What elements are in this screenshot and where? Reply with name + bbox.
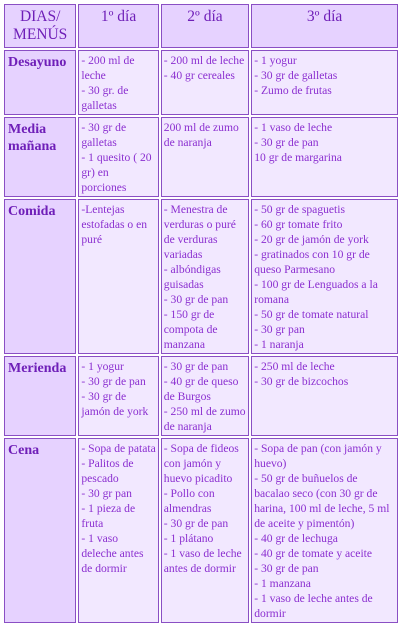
menu-item: - 30 gr de pan bbox=[254, 562, 319, 575]
row-label-desayuno: Desayuno bbox=[4, 50, 76, 115]
table-row bbox=[4, 50, 398, 115]
row-label-merienda: Merienda bbox=[4, 356, 76, 436]
menu-item: - 30 gr pan bbox=[81, 487, 132, 500]
menu-item: - 30 gr de pan bbox=[163, 517, 229, 530]
table-row bbox=[4, 199, 398, 354]
menu-item: - 30 gr de pan bbox=[163, 360, 229, 373]
header-day-3: 3º día bbox=[251, 4, 398, 48]
menu-item: - 30 gr de galletas bbox=[254, 69, 338, 82]
menu-item: - 50 gr de tomate natural bbox=[254, 308, 369, 321]
header-day-1: 1º día bbox=[78, 4, 158, 48]
menu-item: - 30 gr de pan bbox=[254, 136, 319, 149]
menu-item: - 1 vaso de leche bbox=[254, 121, 333, 134]
menu-item: - 30 gr de galletas bbox=[81, 121, 127, 149]
menu-item: - 30 gr. de galletas bbox=[81, 84, 129, 112]
menu-item: - Sopa de fideos con jamón y huevo picadito bbox=[163, 442, 239, 485]
row-label-comida: Comida bbox=[4, 199, 76, 354]
cell-comida-day-2 bbox=[161, 199, 249, 354]
menu-item: - 1 vaso de leche antes de dormir bbox=[163, 547, 242, 575]
menu-item: - 40 gr de tomate y aceite bbox=[254, 547, 373, 560]
menu-item: - 40 gr cereales bbox=[163, 69, 235, 82]
menu-item: - Sopa de pan (con jamón y huevo) bbox=[254, 442, 382, 470]
menu-item: - 100 gr de Lenguados a la romana bbox=[254, 278, 378, 306]
menu-item: - Sopa de patata bbox=[81, 442, 156, 455]
menu-item: - Palitos de pescado bbox=[81, 457, 134, 485]
menu-item: - 30 gr de pan bbox=[163, 293, 229, 306]
table-row bbox=[4, 438, 398, 623]
menu-item: - 40 gr de queso de Burgos bbox=[163, 375, 239, 403]
cell-desayuno-day-1 bbox=[78, 50, 158, 115]
menu-item: - 1 manzana bbox=[254, 577, 311, 590]
weekly-menu-table bbox=[2, 2, 400, 625]
menu-item: - 1 yogur bbox=[81, 360, 124, 373]
menu-item: - Zumo de frutas bbox=[254, 84, 332, 97]
menu-item: - Pollo con almendras bbox=[163, 487, 215, 515]
menu-item: - 200 ml de leche bbox=[163, 54, 245, 67]
cell-comida-day-3 bbox=[251, 199, 398, 354]
menu-item: - albóndigas guisadas bbox=[163, 263, 221, 291]
menu-item: - 1 vaso deleche antes de dormir bbox=[81, 532, 144, 575]
cell-merienda-day-1 bbox=[78, 356, 158, 436]
menu-item: -Lentejas estofadas o en puré bbox=[81, 203, 148, 246]
menu-item: - 1 plátano bbox=[163, 532, 214, 545]
menu-item: - 1 quesito ( 20 gr) en porciones bbox=[81, 151, 152, 194]
cell-media-manana-day-2 bbox=[161, 117, 249, 197]
menu-item: - 1 naranja bbox=[254, 338, 304, 351]
menu-item: - 150 gr de compota de manzana bbox=[163, 308, 218, 351]
cell-cena-day-2 bbox=[161, 438, 249, 623]
menu-item: - Menestra de verduras o puré de verduras variadas bbox=[163, 203, 236, 261]
cell-merienda-day-2 bbox=[161, 356, 249, 436]
cell-media-manana-day-1 bbox=[78, 117, 158, 197]
cell-comida-day-1 bbox=[78, 199, 158, 354]
cell-merienda-day-3 bbox=[251, 356, 398, 436]
menu-item: - 30 gr de pan bbox=[81, 375, 146, 388]
menu-item: - 20 gr de jamón de york bbox=[254, 233, 369, 246]
menu-item: 10 gr de margarina bbox=[254, 151, 342, 164]
header-dias-menus: DIAS/ MENÚS bbox=[4, 4, 76, 48]
menu-item: - 40 gr de lechuga bbox=[254, 532, 338, 545]
row-label-media-manana: Media mañana bbox=[4, 117, 76, 197]
table-row bbox=[4, 117, 398, 197]
cell-desayuno-day-2 bbox=[161, 50, 249, 115]
header-day-2: 2º día bbox=[161, 4, 249, 48]
menu-item: - 250 ml de leche bbox=[254, 360, 335, 373]
cell-desayuno-day-3 bbox=[251, 50, 398, 115]
menu-item: - 1 yogur bbox=[254, 54, 297, 67]
cell-cena-day-3 bbox=[251, 438, 398, 623]
menu-item: - 60 gr tomate frito bbox=[254, 218, 343, 231]
menu-item: - 30 gr pan bbox=[254, 323, 305, 336]
row-label-cena: Cena bbox=[4, 438, 76, 623]
menu-item: - 1 vaso de leche antes de dormir bbox=[254, 592, 373, 620]
header-row bbox=[4, 4, 398, 48]
menu-item: - 1 pieza de fruta bbox=[81, 502, 136, 530]
menu-item: 200 ml de zumo de naranja bbox=[163, 121, 239, 149]
menu-item: - 30 gr de bizcochos bbox=[254, 375, 349, 388]
cell-media-manana-day-3 bbox=[251, 117, 398, 197]
menu-item: - 50 gr de spaguetis bbox=[254, 203, 346, 216]
cell-cena-day-1 bbox=[78, 438, 158, 623]
menu-item: - 50 gr de buñuelos de bacalao seco (con 30 gr de harina, 100 ml de leche, 5 ml de aceite y pimentón) bbox=[254, 472, 390, 530]
menu-item: - gratinados con 10 gr de queso Parmesano bbox=[254, 248, 370, 276]
menu-item: - 250 ml de zumo de naranja bbox=[163, 405, 246, 433]
table-row bbox=[4, 356, 398, 436]
menu-item: - 200 ml de leche bbox=[81, 54, 135, 82]
menu-item: - 30 gr de jamón de york bbox=[81, 390, 149, 418]
